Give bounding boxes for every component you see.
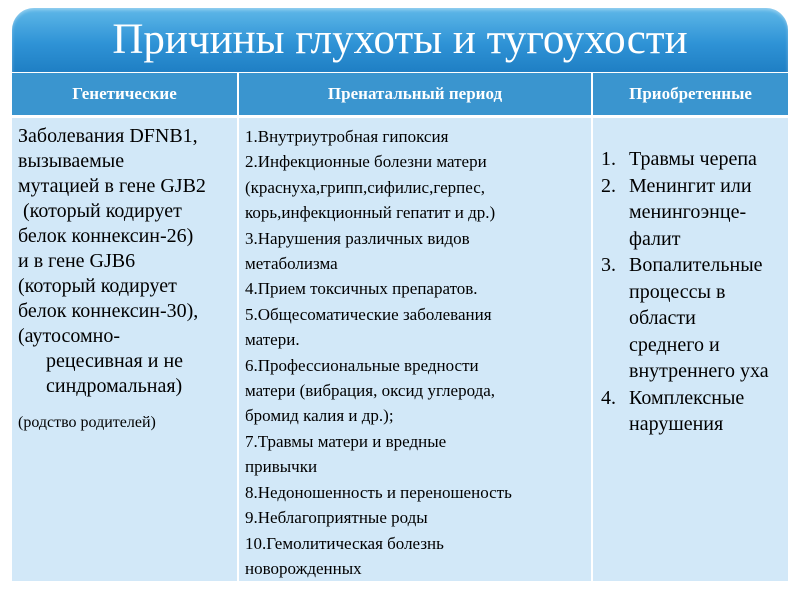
acquired-item	[601, 385, 784, 438]
genetic-line: рецесивная и не	[46, 350, 184, 372]
header-acquired: Приобретенные	[592, 73, 788, 117]
prenatal-line: матери (вибрация, оксид углерода,	[245, 381, 496, 401]
prenatal-line: 9.Неблагоприятные роды	[245, 508, 428, 528]
prenatal-line: новорожденных	[245, 558, 362, 578]
genetic-note: (родство родителей)	[18, 414, 156, 431]
item-number: 4.	[601, 386, 616, 409]
item-text: среднего и	[629, 333, 720, 356]
prenatal-cell	[238, 117, 592, 582]
header-genetic: Генетические	[12, 73, 238, 117]
item-number: 3.	[601, 254, 616, 276]
page-title: Причины глухоты и тугоухости	[112, 16, 688, 63]
item-text: нарушения	[629, 413, 724, 435]
item-text: менингоэнце-	[629, 201, 747, 223]
prenatal-line: 8.Недоношенность и переношеность	[245, 482, 512, 502]
item-text: Комплексные	[629, 386, 745, 409]
genetic-line: (аутосомно-	[18, 325, 121, 347]
prenatal-line: 3.Нарушения различных видов	[245, 228, 470, 248]
title-banner	[12, 8, 788, 72]
genetic-line: (который кодирует	[18, 275, 177, 297]
genetic-cell	[12, 117, 238, 582]
genetic-line: вызываемые	[18, 150, 125, 172]
item-text: фалит	[629, 227, 681, 250]
prenatal-line: 1.Внутриутробная гипоксия	[245, 127, 449, 146]
table-body-row	[12, 117, 788, 582]
genetic-line: (который кодирует	[18, 200, 182, 222]
genetic-line: мутацией в гене GJB2	[18, 175, 206, 197]
prenatal-line: матери.	[245, 330, 300, 350]
causes-table	[12, 73, 788, 581]
item-text: Вопалительные	[629, 254, 763, 276]
item-number: 2.	[601, 174, 616, 197]
genetic-line: белок коннексин-30),	[18, 300, 199, 322]
item-text: Менингит или	[629, 174, 752, 197]
acquired-cell	[592, 117, 788, 582]
acquired-item	[601, 252, 784, 385]
item-text: внутреннего уха	[629, 360, 769, 382]
prenatal-line: корь,инфекционный гепатит и др.)	[245, 203, 496, 223]
prenatal-line: 7.Травмы матери и вредные	[245, 431, 447, 451]
table-header-row	[12, 73, 788, 117]
item-text: области	[629, 307, 696, 329]
acquired-item	[601, 146, 784, 173]
prenatal-line: 2.Инфекционные болезни матери	[245, 152, 487, 172]
prenatal-line: 6.Профессиональные вредности	[245, 355, 479, 375]
prenatal-line: (краснуха,грипп,сифилис,герпес,	[245, 177, 485, 197]
genetic-line: и в гене GJB6	[18, 250, 136, 272]
genetic-line: белок коннексин-26)	[18, 225, 194, 247]
genetic-line: синдромальная)	[46, 375, 183, 397]
item-number: 1.	[601, 148, 616, 170]
header-prenatal: Пренатальный период	[238, 73, 592, 117]
prenatal-line: 4.Прием токсичных препаратов.	[245, 279, 478, 299]
prenatal-line: 10.Гемолитическая болезнь	[245, 533, 444, 553]
prenatal-line: 5.Общесоматические заболевания	[245, 304, 492, 324]
prenatal-line: метаболизма	[245, 254, 338, 274]
prenatal-line: привычки	[245, 457, 318, 477]
item-text: процессы в	[629, 280, 726, 303]
item-text: Травмы черепа	[629, 148, 757, 170]
prenatal-line: бромид калия и др.);	[245, 406, 394, 426]
genetic-line: Заболевания DFNB1,	[18, 125, 198, 147]
acquired-item	[601, 173, 784, 253]
